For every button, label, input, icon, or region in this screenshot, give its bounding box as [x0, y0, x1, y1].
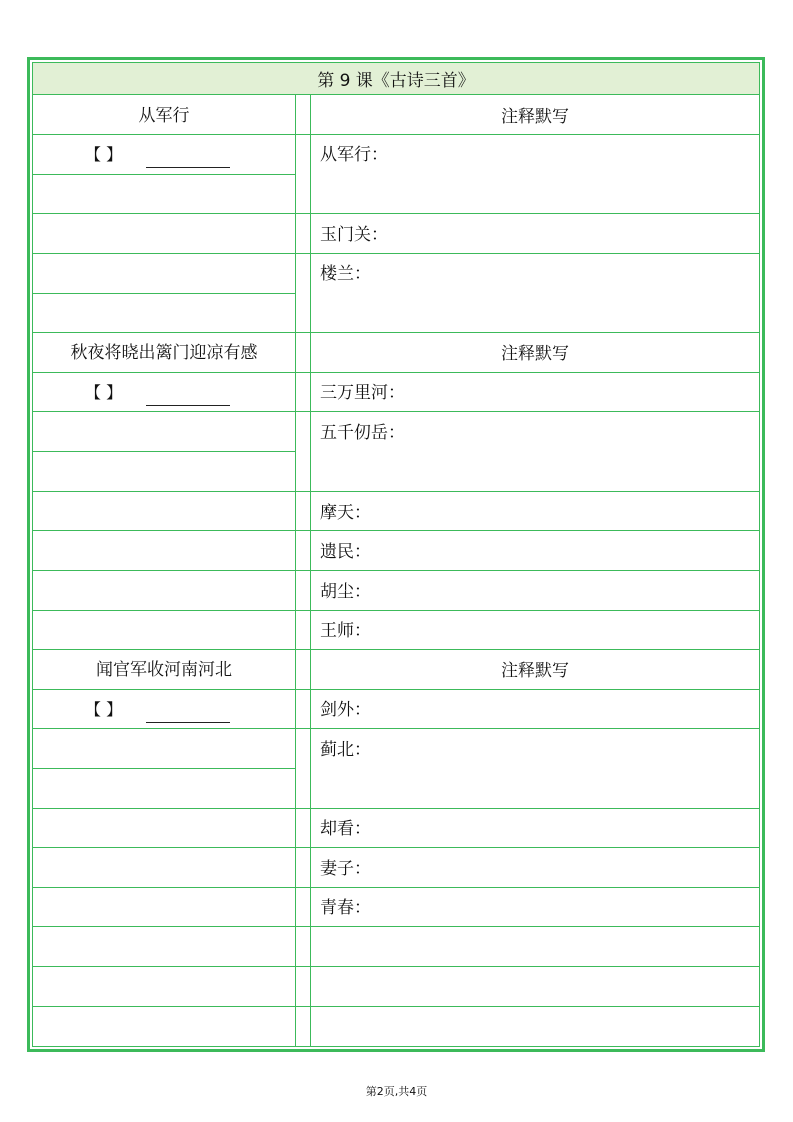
inner-frame: [32, 62, 760, 1047]
row-divider: [33, 610, 759, 611]
author-brackets: 【 】: [85, 383, 123, 402]
row-divider: [33, 253, 759, 254]
row-divider: [33, 966, 759, 967]
row-divider: [33, 1006, 759, 1007]
row-divider-left: [33, 293, 295, 294]
note-label: 蓟北：: [320, 740, 371, 760]
notes-header: 注释默写: [501, 107, 569, 127]
note-label: 从军行：: [320, 145, 388, 165]
author-brackets: 【 】: [85, 700, 123, 719]
note-label: 玉门关：: [320, 225, 388, 245]
row-divider: [33, 213, 759, 214]
page-footer: 第2页,共4页: [365, 1085, 428, 1098]
row-divider: [33, 134, 759, 135]
row-divider: [33, 372, 759, 373]
row-divider-left: [33, 768, 295, 769]
row-divider: [33, 808, 759, 809]
row-divider: [33, 926, 759, 927]
page-title: 第 9 课《古诗三首》: [33, 63, 759, 95]
poem-title: 从军行: [138, 106, 190, 126]
row-divider: [33, 887, 759, 888]
row-divider: [33, 728, 759, 729]
notes-header: 注释默写: [501, 661, 569, 681]
row-divider: [33, 570, 759, 571]
row-divider: [33, 689, 759, 690]
note-label: 楼兰：: [320, 264, 371, 284]
note-label: 摩天：: [320, 503, 371, 523]
row-divider: [33, 332, 759, 333]
row-divider: [33, 411, 759, 412]
row-divider-left: [33, 174, 295, 175]
note-label: 却看：: [320, 819, 371, 839]
column-divider: [295, 95, 296, 1046]
poem-title: 秋夜将晓出篱门迎凉有感: [70, 343, 258, 363]
note-label: 五千仞岳：: [320, 423, 405, 443]
row-divider-left: [33, 451, 295, 452]
note-label: 胡尘：: [320, 582, 371, 602]
note-label: 青春：: [320, 898, 371, 918]
note-label: 遗民：: [320, 542, 371, 562]
note-label: 三万里河：: [320, 383, 405, 403]
author-blank[interactable]: [146, 167, 230, 168]
row-divider: [33, 649, 759, 650]
author-brackets: 【 】: [85, 145, 123, 164]
author-blank[interactable]: [146, 722, 230, 723]
row-divider: [33, 491, 759, 492]
notes-header: 注释默写: [501, 344, 569, 364]
author-blank[interactable]: [146, 405, 230, 406]
poem-title: 闻官军收河南河北: [96, 660, 232, 680]
note-label: 王师：: [320, 621, 371, 641]
note-label: 剑外：: [320, 700, 371, 720]
row-divider: [33, 847, 759, 848]
column-divider: [310, 95, 311, 1046]
note-label: 妻子：: [320, 859, 371, 879]
row-divider: [33, 530, 759, 531]
